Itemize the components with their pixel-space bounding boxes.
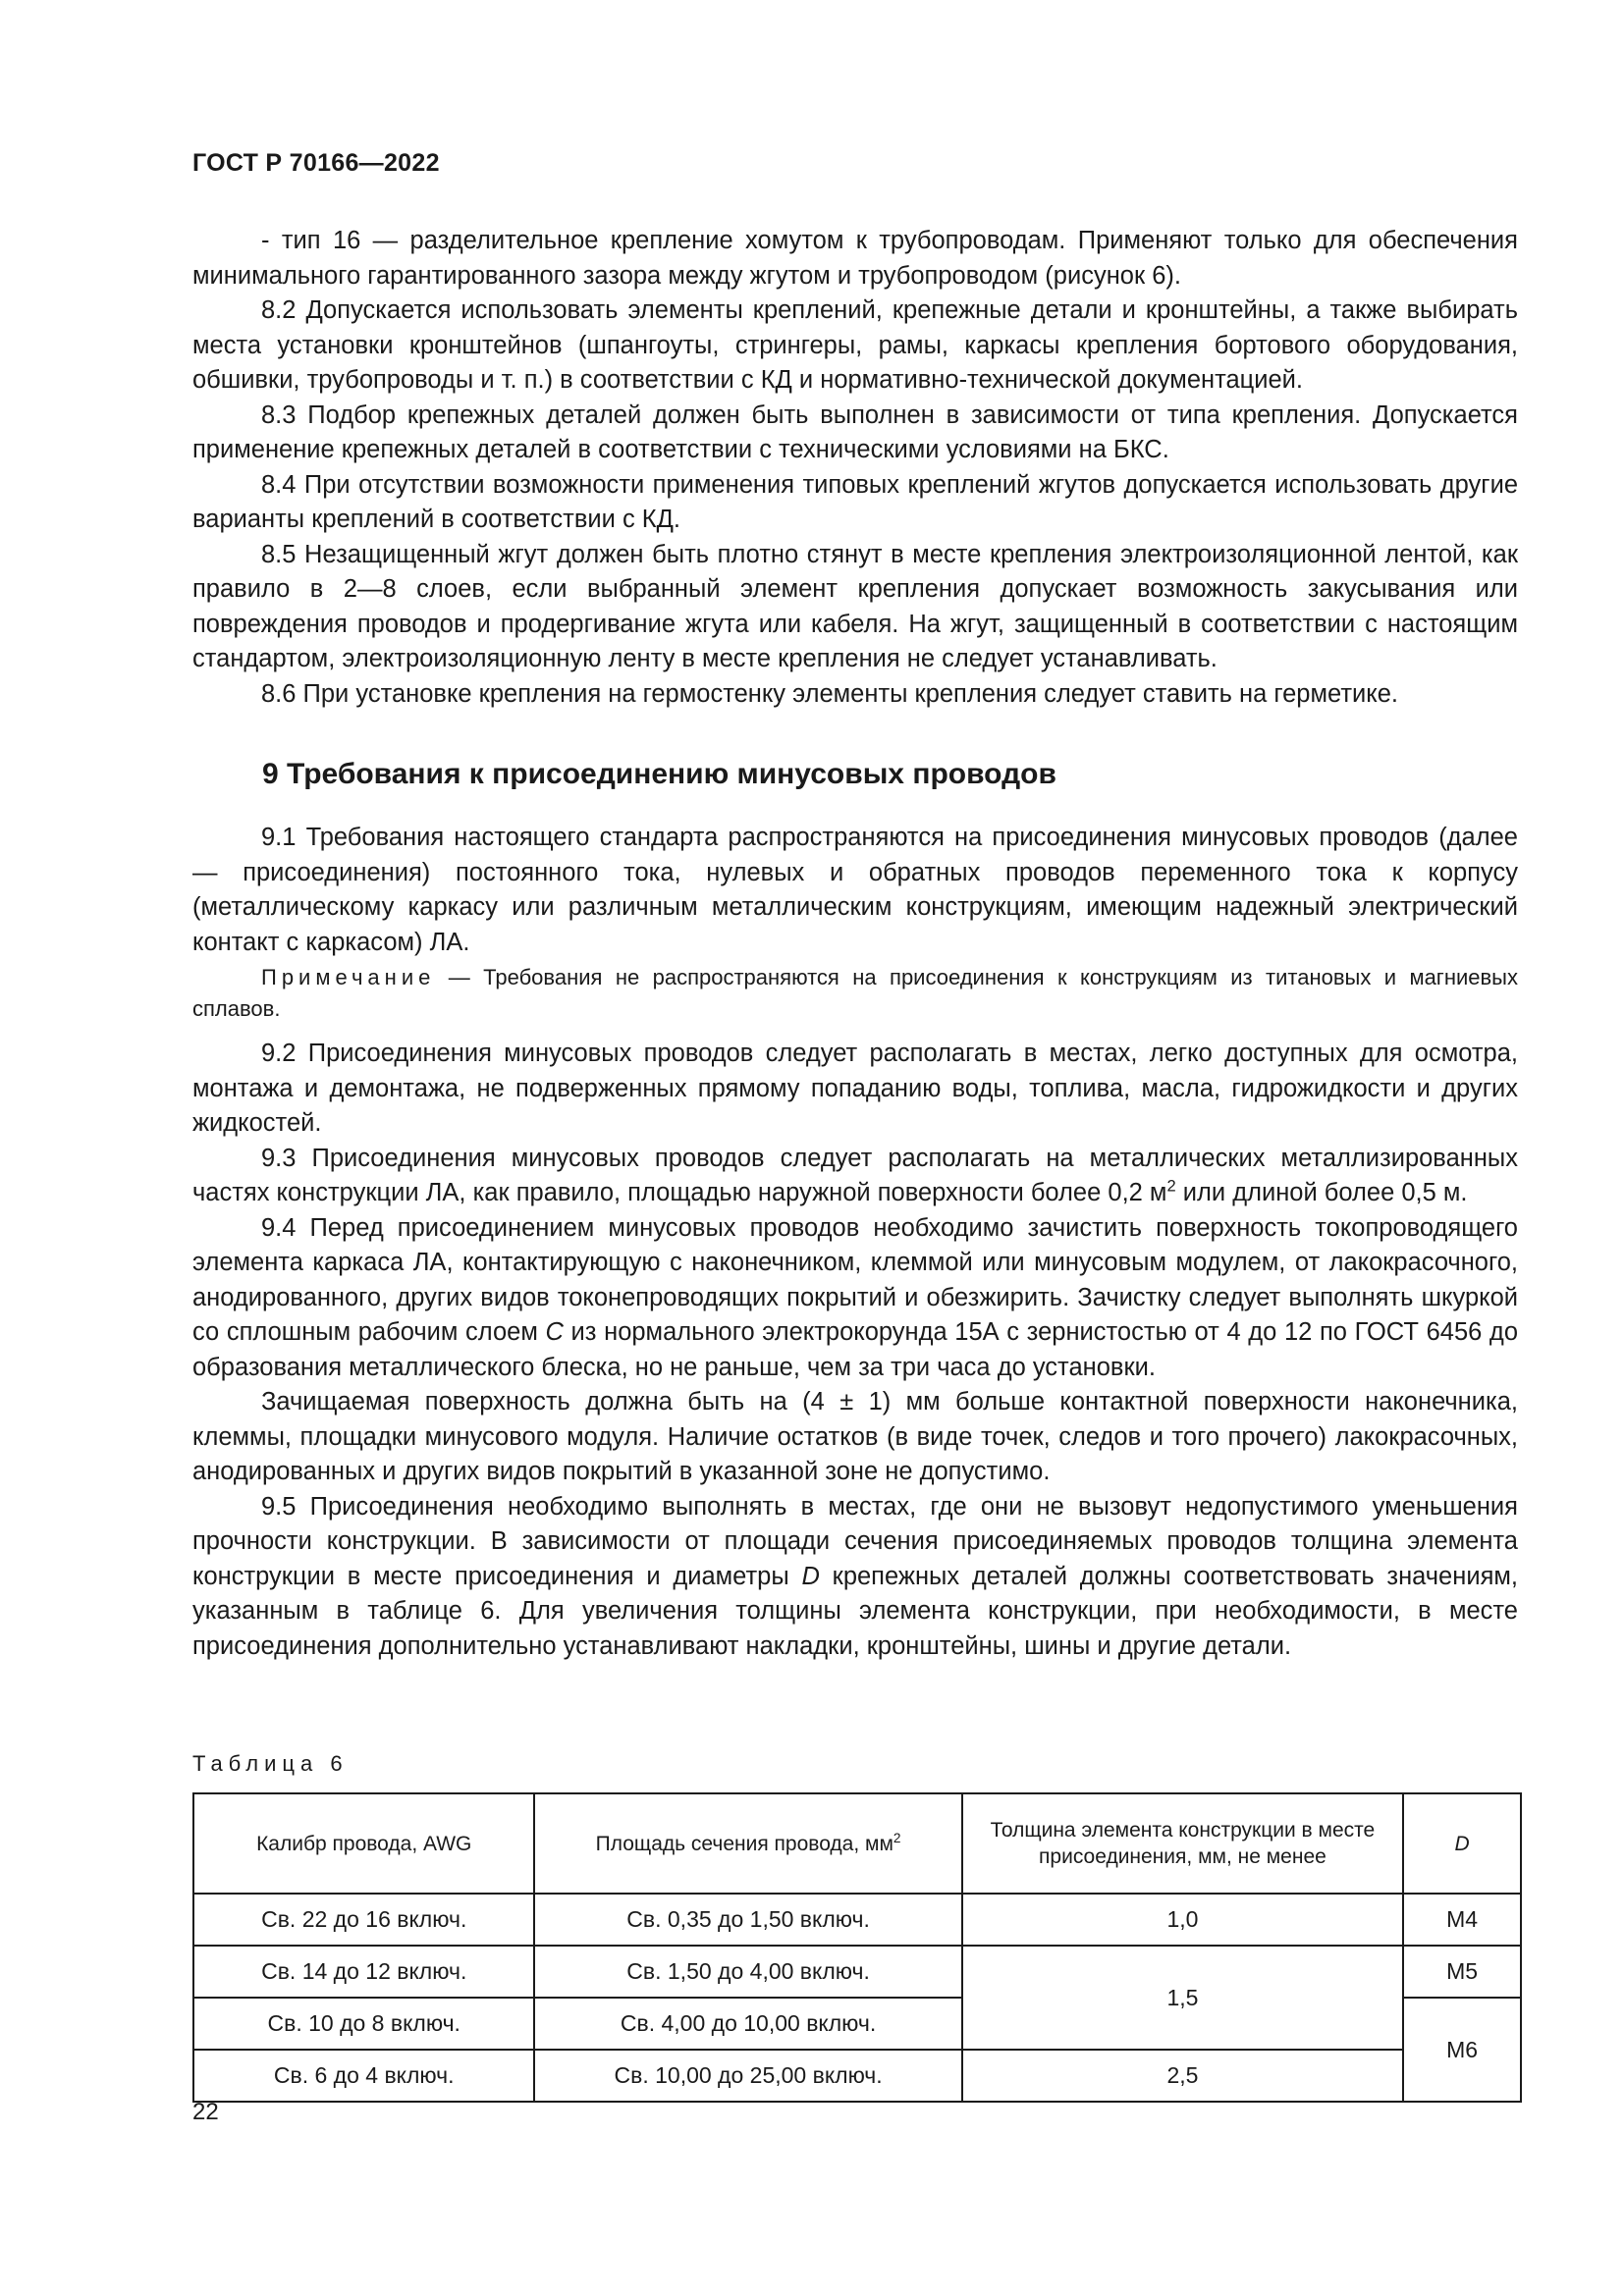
header-d [1403,1793,1521,1894]
cell-thickness: 1,5 [962,1946,1403,2050]
cell-thickness: 2,5 [962,2050,1403,2102]
paragraph-type-16 [192,224,1518,294]
cell-awg: Св. 14 до 12 включ. [193,1946,534,1998]
cell-d: M5 [1403,1946,1521,1998]
paragraph-9-3-tail: или длиной более 0,5 м. [1175,1179,1468,1206]
document-code-header: ГОСТ Р 70166—2022 [192,149,440,177]
header-area-text: Площадь сечения провода, мм [595,1832,893,1855]
paragraph-8-2: 8.2 Допускается использовать элементы креплений, крепежные детали и кронштейны, а также выбирать места установки кронштейнов (шпангоуты, стрингеры, рамы, каркасы крепления бортового оборудования, обшивки, трубопроводы и т. п.) в соответствии с КД и нормативно-технической документацией. [192,296,1518,394]
paragraph-type-16-text: тип 16 — разделительное крепление хомутом к трубопроводам. Применяют только для обеспечения минимального гарантированного зазора между жгутом и трубопроводом (рисунок 6). [192,227,1518,290]
section-8-text [192,224,1518,712]
italic-symbol: С [545,1318,564,1346]
paragraph-9-1: 9.1 Требования настоящего стандарта распространяются на присоединения минусовых проводов (далее — присоединения) постоянного тока, нулевых и обратных проводов переменного тока к корпусу (металлическому каркасу или различным металлическим конструкциям, имеющим надежный электрический контакт с каркасом) ЛА. [192,824,1518,956]
paragraph-9-5-tail: крепежных деталей должны соответствовать значениям, указанным в таблице 6. Для увеличения толщины элемента конструкции, при необходимости, в месте присоединения дополнительно устанавливают накладки, кронштейны, шины и другие детали. [192,1562,1518,1660]
paragraph-9-4-tail: из нормального электрокорунда 15А с зернистостью от 4 до 12 по ГОСТ 6456 до образования металлического блеска, но не раньше, чем за три часа до установки. [192,1318,1518,1381]
paragraph-9-4 [192,1211,1518,1386]
paragraph-9-5 [192,1490,1518,1665]
paragraph-9-4-text: 9.4 Перед присоединением минусовых проводов необходимо зачистить поверхность токопроводящего элемента каркаса ЛА, контактирующую с наконечником, клеммой или минусовым модулем, от лакокрасочного, анодированного, других видов токонепроводящих покрытий и обезжирить. Зачистку следует выполнять шкуркой со сплошным рабочим слоем [192,1213,1518,1346]
paragraph-9-2: 9.2 Присоединения минусовых проводов следует располагать в местах, легко доступных для осмотра, монтажа и демонтажа, не подверженных прямому попаданию воды, топлива, масла, гидрожидкости и других жидкостей. [192,1040,1518,1137]
cell-d: M6 [1403,1998,1521,2102]
table-caption: Таблица 6 [192,1751,349,1776]
paragraph-9-5-text: 9.5 Присоединения необходимо выполнять в местах, где они не вызовут недопустимого уменьшения прочности конструкции. В зависимости от площади сечения присоединяемых проводов толщина элемента конструкции в месте присоединения и диаметры [192,1492,1518,1590]
header-awg: Калибр провода, AWG [193,1793,534,1894]
paragraph-9-3-text: 9.3 Присоединения минусовых проводов следует располагать на металлических металлизированных частях конструкции ЛА, как правило, площадью наружной поверхности более 0,2 м [192,1144,1518,1206]
section-9-title: 9 Требования к присоединению минусовых проводов [262,758,1056,790]
header-thickness: Толщина элемента конструкции в месте присоединения, мм, не менее [962,1793,1403,1894]
table-row [193,2050,1521,2102]
cell-area: Св. 1,50 до 4,00 включ. [534,1946,961,1998]
paragraph-8-6: 8.6 При установке крепления на гермостенку элементы крепления следует ставить на герметике. [261,679,1398,708]
note [192,962,1518,1025]
table-6 [192,1792,1522,2103]
list-dash: - [261,227,282,254]
italic-symbol: D [801,1562,820,1590]
cell-area: Св. 0,35 до 1,50 включ. [534,1894,961,1946]
paragraph-8-3: 8.3 Подбор крепежных деталей должен быть выполнен в зависимости от типа крепления. Допускается применение крепежных деталей в соответствии с техническими условиями на БКС. [192,400,1518,463]
header-d-text: D [1454,1832,1470,1855]
paragraph-8-5: 8.5 Незащищенный жгут должен быть плотно стянут в месте крепления электроизоляционной лентой, как правило в 2—8 слоев, если выбранный элемент крепления допускает возможность закусывания или повреждения проводов и продергивание жгута или кабеля. На жгут, защищенный в соответствии с настоящим стандартом, электроизоляционную ленту в месте крепления не следует устанавливать. [192,540,1518,672]
cell-d: M4 [1403,1894,1521,1946]
paragraph-8-4: 8.4 При отсутствии возможности применения типовых креплений жгутов допускается использовать другие варианты креплений в соответствии с КД. [192,470,1518,533]
cell-awg: Св. 22 до 16 включ. [193,1894,534,1946]
cell-area: Св. 10,00 до 25,00 включ. [534,2050,961,2102]
note-label: Примечание [261,965,436,989]
paragraph-9-1-block [192,821,1518,960]
table-row [193,1894,1521,1946]
note-text: — Требования не распространяются на присоединения к конструкциям из титановых и магниевых сплавов. [192,965,1518,1021]
cell-thickness: 1,0 [962,1894,1403,1946]
page-number: 22 [192,2099,219,2125]
cell-awg: Св. 6 до 4 включ. [193,2050,534,2102]
paragraph-9-3 [192,1142,1518,1211]
table-row [193,1946,1521,1998]
superscript: 2 [1166,1176,1176,1196]
paragraph-9-4-continued: Зачищаемая поверхность должна быть на (4 ± 1) мм больше контактной поверхности наконечника, клеммы, площадки минусового модуля. Наличие остатков (в виде точек, следов и того прочего) лакокрасочных, анодированных и других видов покрытий в указанной зоне не допустимо. [192,1388,1518,1485]
table-header-row [193,1793,1521,1894]
header-area [534,1793,961,1894]
cell-awg: Св. 10 до 8 включ. [193,1998,534,2050]
cell-area: Св. 4,00 до 10,00 включ. [534,1998,961,2050]
section-9-text [192,1037,1518,1664]
superscript: 2 [893,1830,901,1845]
